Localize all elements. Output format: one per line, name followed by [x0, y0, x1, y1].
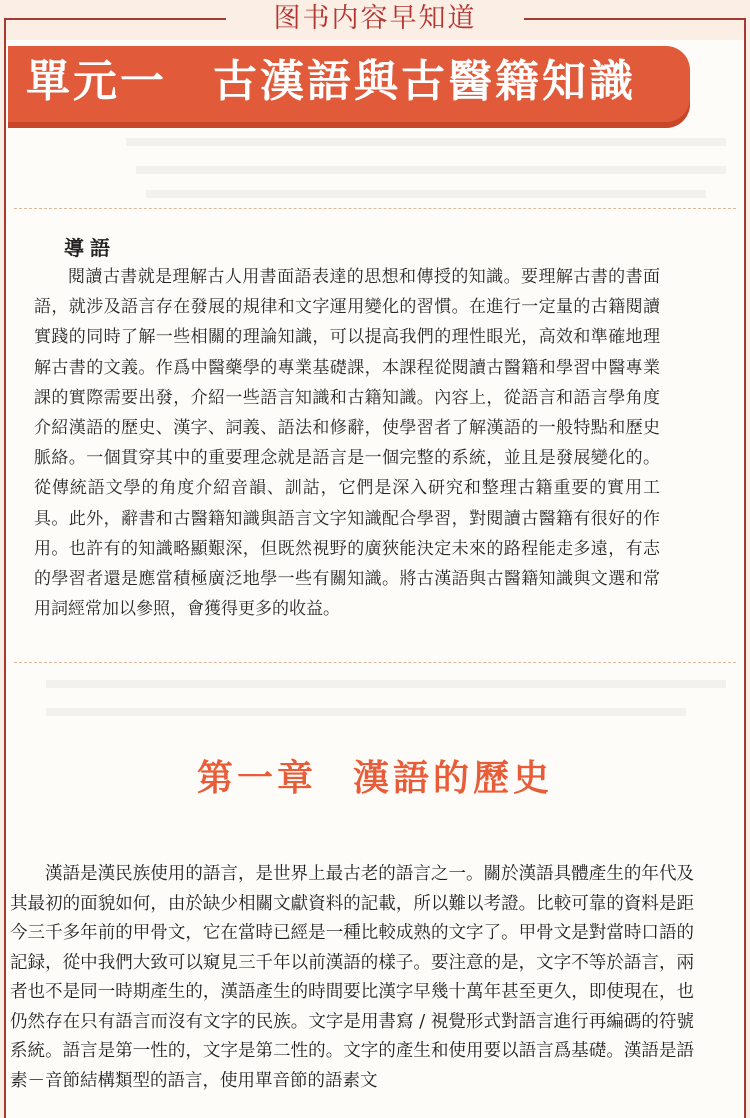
bleed-through: [126, 138, 726, 146]
unit-banner: [8, 46, 690, 128]
unit-title: 古漢語與古醫籍知識: [213, 56, 636, 107]
header-label: 图书内容早知道: [226, 0, 524, 38]
bleed-through: [46, 708, 686, 716]
unit-heading: [26, 52, 636, 112]
intro-heading: 導語: [64, 236, 116, 260]
chapter-title: 漢語的歷史: [353, 757, 554, 799]
chapter-body-paragraph: 漢語是漢民族使用的語言，是世界上最古老的語言之一。關於漢語具體產生的年代及其最初的面貌如何，由於缺少相關文獻資料的記載，所以難以考證。比較可靠的資料是距今三千多年前的甲骨文，它在當時已經是一種比較成熟的文字了。甲骨文是對當時口語的記録，從中我們大致可以窺見三千年以前漢語的樣子。要注意的是，文字不等於語言，兩者也不是同一時期產生的，漢語產生的時間要比漢字早幾十萬年甚至更久，即使現在，也仍然存在只有語言而沒有文字的民族。文字是用書寫 / 視覺形式對語言進行再編碼的符號系統。語言是第一性的，文字是第二性的。文字的產生和使用要以語言爲基礎。漢語是語素－音節結構類型的語言，使用單音節的語素文: [10, 864, 694, 1091]
chapter-number: 第一章: [196, 757, 317, 799]
bleed-through: [46, 680, 726, 688]
intro-bottom-rule: [14, 662, 736, 663]
bleed-through: [146, 190, 706, 198]
book-page: [6, 40, 744, 1118]
bleed-through: [136, 166, 726, 174]
intro-top-rule: [14, 208, 736, 209]
intro-paragraph: 閱讀古書就是理解古人用書面語表達的思想和傳授的知識。要理解古書的書面語，就涉及語言存在發展的規律和文字運用變化的習慣。在進行一定量的古籍閱讀實踐的同時了解一些相關的理論知識，可以提高我們的理性眼光，高效和準確地理解古書的文義。作爲中醫藥學的專業基礎課，本課程從閱讀古醫籍和學習中醫專業課的實際需要出發，介紹一些語言知識和古籍知識。內容上，從語言和語言學角度介紹漢語的歷史、漢字、詞義、語法和修辭，使學習者了解漢語的一般特點和歷史脈絡。一個貫穿其中的重要理念就是語言是一個完整的系統，並且是發展變化的。從傳統語文學的角度介紹音韻、訓詁，它們是深入研究和整理古籍重要的實用工具。此外，辭書和古醫籍知識與語言文字知識配合學習，對閱讀古醫籍有很好的作用。也許有的知識略顯艱深，但既然視野的廣狹能決定未來的路程能走多遠，有志的學習者還是應當積極廣泛地學一些有關知識。將古漢語與古醫籍知識與文選和常用詞經常加以參照，會獲得更多的收益。: [34, 267, 660, 620]
unit-number: 單元一: [26, 56, 167, 107]
chapter-heading: [6, 750, 744, 801]
